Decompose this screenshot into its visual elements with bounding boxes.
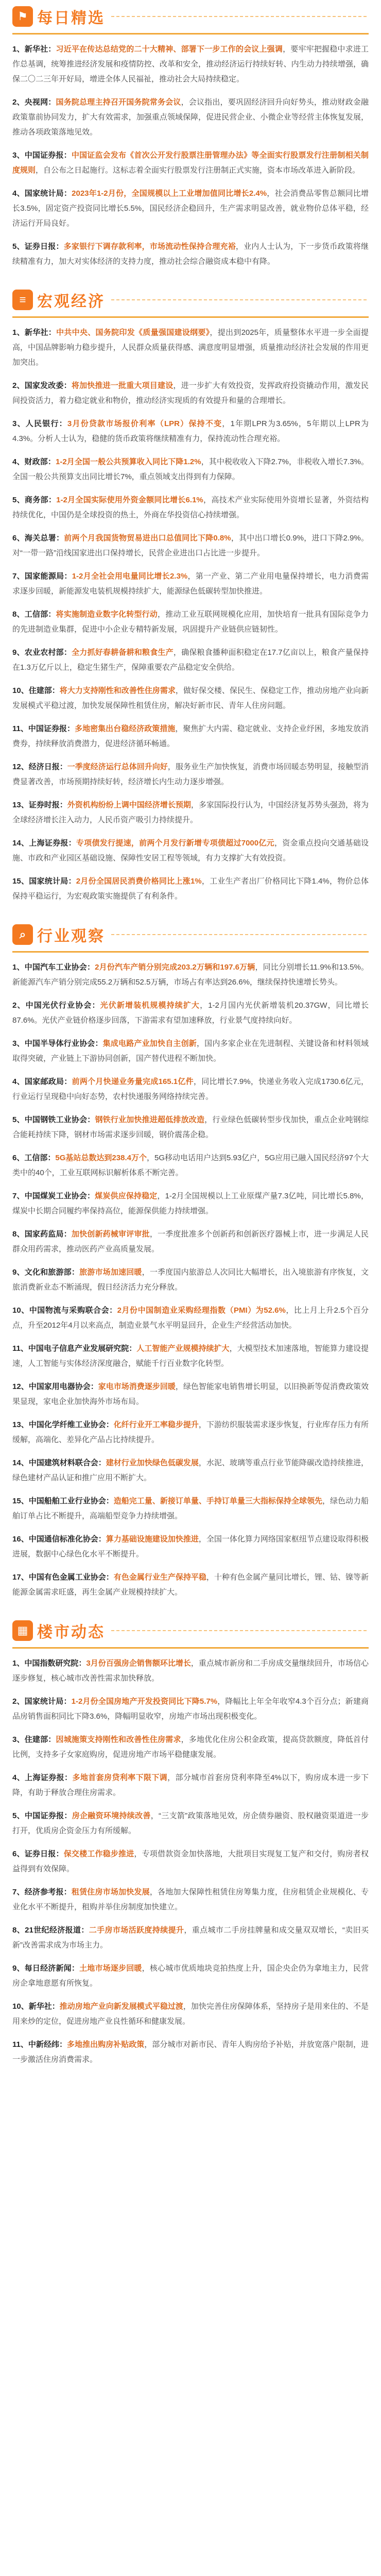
news-item-body: ，高技术产业实际使用外资增长显著，外资结构持续优化，中国仍是全球投资的热土，外商在华投资信心持续增强。 bbox=[12, 496, 369, 519]
news-item-lead: 9、农业农村部： bbox=[12, 648, 72, 657]
news-item bbox=[12, 416, 369, 446]
news-item bbox=[12, 1303, 369, 1333]
news-item-lead: 14、上海证券报： bbox=[12, 839, 76, 848]
news-item-body: ，部分城市首套房贷利率降至4%以下，购房成本进一步下降，有助于释放合理住房需求。 bbox=[12, 1773, 369, 1797]
news-item-lead: 16、中国通信标准化协会： bbox=[12, 1535, 106, 1544]
news-item-hl: 人工智能产业规模持续扩大 bbox=[136, 1344, 230, 1353]
news-item-body: ，一季度批准多个创新药和创新医疗器械上市，进一步满足人民群众用药需求，推动医药产业高质量发展。 bbox=[12, 1230, 369, 1253]
news-item-lead: 3、住建部： bbox=[12, 1735, 56, 1744]
news-item bbox=[12, 1265, 369, 1295]
news-item-lead: 6、海关总署： bbox=[12, 534, 64, 543]
news-item bbox=[12, 1846, 369, 1876]
news-item-lead: 4、国家统计局： bbox=[12, 189, 72, 198]
news-item-hl: 家电市场消费逐步回暖 bbox=[98, 1382, 176, 1391]
news-item-lead: 2、国家发改委： bbox=[12, 381, 72, 390]
news-item-body: ，工业生产者出厂价格同比下降1.4%，物价总体保持平稳运行，为宏观政策实施提供了有利条件。 bbox=[12, 877, 369, 901]
news-item bbox=[12, 683, 369, 713]
news-item-hl: 3月份百强房企销售额环比增长 bbox=[86, 1659, 191, 1668]
news-item bbox=[12, 1074, 369, 1104]
section-title: 每日精选 bbox=[37, 10, 105, 27]
news-item-lead: 6、工信部： bbox=[12, 1154, 56, 1162]
news-item-body: ，1-2月全国规模以上工业原煤产量7.3亿吨，同比增长5.8%，煤炭中长期合同履约率保持高位，能源保供能力持续增强。 bbox=[12, 1192, 369, 1215]
news-item-lead: 2、央视网： bbox=[12, 98, 56, 107]
news-item bbox=[12, 607, 369, 637]
news-item-body: ，同比分别增长11.9%和13.5%。新能源汽车产销分别完成55.2万辆和52.5万辆，市场占有率达到26.6%，继续保持快速增长势头。 bbox=[12, 963, 369, 987]
news-item-body: ，加快完善住房保障体系，坚持房子是用来住的、不是用来炒的定位，促进房地产业良性循环和健康发展。 bbox=[12, 2002, 369, 2026]
news-item-hl: 造船完工量、新接订单量、手持订单量三大指标保持全球领先 bbox=[113, 1497, 322, 1505]
news-item-lead: 7、国家能源局： bbox=[12, 572, 72, 581]
news-item-body: ，重点城市二手房挂牌量和成交量双双增长，“卖旧买新”改善需求成为市场主力。 bbox=[12, 1926, 369, 1950]
news-item-hl: 加快创新药械审评审批 bbox=[71, 1230, 150, 1239]
news-item bbox=[12, 1885, 369, 1914]
news-item-body: ，其中税收收入下降2.7%，非税收入增长7.3%。全国一般公共预算支出同比增长7%，重点领域支出得到有力保障。 bbox=[12, 457, 369, 481]
news-item-hl: 将实施制造业数字化转型行动 bbox=[56, 610, 158, 619]
news-item-hl: 多地推出购房补贴政策 bbox=[67, 2040, 145, 2049]
news-item bbox=[12, 186, 369, 231]
news-item-hl: 习近平在传达总结党的二十大精神、部署下一步工作的会议上强调 bbox=[56, 45, 283, 54]
news-item-hl: 中国证监会发布《首次公开发行股票注册管理办法》等全面实行股票发行注册制相关制度规则 bbox=[12, 151, 369, 175]
news-item-hl: 建材行业加快绿色低碳发展 bbox=[106, 1459, 199, 1467]
news-item-hl: 2月份全国居民消费价格同比上涨1% bbox=[76, 877, 202, 886]
news-item-lead: 12、中国家用电器协会： bbox=[12, 1382, 98, 1391]
news-item bbox=[12, 1417, 369, 1447]
news-item bbox=[12, 378, 369, 408]
news-item-hl: 1-2月全国实际使用外资金额同比增长6.1% bbox=[56, 496, 203, 504]
news-item-body: ，绿色智能家电销售增长明显，以旧换新等促消费政策效果显现，家电企业加快海外市场布局。 bbox=[12, 1382, 369, 1406]
news-item-body: ，做好保交楼、保民生、保稳定工作，推动房地产业向新发展模式平稳过渡，加快发展保障性租赁住房，解决好新市民、青年人住房问题。 bbox=[12, 686, 369, 710]
news-item-hl: 1-2月全社会用电量同比增长2.3% bbox=[72, 572, 188, 581]
news-item bbox=[12, 1732, 369, 1762]
news-item-body: ，确保粮食播种面积稳定在17.7亿亩以上，粮食产量保持在1.3万亿斤以上，稳定生猪生产，保障重要农产品稳定安全供给。 bbox=[12, 648, 369, 672]
news-item-body: ，十种有色金属产量同比增长，锂、钴、镍等新能源金属需求旺盛，再生金属产业规模持续扩大。 bbox=[12, 1573, 369, 1597]
news-item bbox=[12, 1961, 369, 1991]
news-item-body: ，多家国际投行认为，中国经济复苏势头强劲，将为全球经济增长注入动力，人民币资产吸引力持续提升。 bbox=[12, 801, 369, 824]
news-item-body: ，多地优化住房公积金政策，提高贷款额度，降低首付比例，支持多子女家庭购房，促进房地产市场平稳健康发展。 bbox=[12, 1735, 369, 1759]
news-item-lead: 4、财政部： bbox=[12, 457, 56, 466]
section-title: 行业观察 bbox=[37, 928, 105, 945]
news-item bbox=[12, 1341, 369, 1371]
news-item bbox=[12, 1036, 369, 1066]
news-item-body: ，1年期LPR为3.65%，5年期以上LPR为4.3%。分析人士认为，稳健的货币政策将继续精准有力，保持流动性合理充裕。 bbox=[12, 419, 369, 443]
news-item-lead: 1、中国汽车工业协会： bbox=[12, 963, 95, 972]
section-title: 楼市动态 bbox=[37, 1624, 105, 1641]
news-item-body: ，国内多家企业在先进制程、关键设备和材料领域取得突破，产业链上下游协同创新，国产替代进程不断加快。 bbox=[12, 1039, 369, 1063]
news-item-hl: 将加快推进一批重大项目建设 bbox=[71, 381, 174, 390]
news-item-lead: 8、工信部： bbox=[12, 610, 56, 619]
news-item bbox=[12, 1808, 369, 1838]
news-item-hl: 前两个月快递业务量完成165.1亿件 bbox=[72, 1077, 194, 1086]
news-item-body: ，全国一体化算力网络国家枢纽节点建设取得积极进展，数据中心绿色化水平不断提升。 bbox=[12, 1535, 369, 1558]
news-item-hl: 多地首套房贷利率下限下调 bbox=[72, 1773, 168, 1782]
news-item-lead: 10、新华社： bbox=[12, 2002, 60, 2011]
news-item-lead: 15、中国船舶工业行业协会： bbox=[12, 1497, 114, 1505]
section-header bbox=[12, 283, 369, 318]
news-item bbox=[12, 798, 369, 827]
news-item-hl: 化纤行业开工率稳步提升 bbox=[113, 1420, 199, 1429]
news-item-lead: 13、证券时报： bbox=[12, 801, 67, 809]
news-item-lead: 5、商务部： bbox=[12, 496, 57, 504]
news-item-body: ，大模型技术加速落地，智能算力建设提速，人工智能与实体经济深度融合，赋能千行百业数字化转型。 bbox=[12, 1344, 369, 1368]
chart-bar-icon: ≡ bbox=[12, 290, 33, 310]
news-item-hl: 专项债发行提速，前两个月发行新增专项债超过7000亿元 bbox=[76, 839, 274, 848]
section-divider bbox=[111, 16, 369, 17]
news-item-hl: 有色金属行业生产保持平稳 bbox=[113, 1573, 206, 1582]
news-item-hl: 钢铁行业加快推进超低排放改造 bbox=[95, 1115, 205, 1124]
news-item-hl: 3月份贷款市场报价利率（LPR）保持不变 bbox=[67, 419, 222, 428]
news-item bbox=[12, 1112, 369, 1142]
news-item-lead: 12、经济日报： bbox=[12, 762, 67, 771]
news-item-body: ，降幅比上年全年收窄4.3个百分点；新建商品房销售面积同比下降3.6%，降幅明显收窄，房地产市场出现积极变化。 bbox=[12, 1697, 369, 1721]
news-item-body: ，“三支箭”政策落地见效，房企债券融资、股权融资渠道进一步打开，优质房企资金压力有所缓解。 bbox=[12, 1811, 369, 1835]
news-item bbox=[12, 531, 369, 561]
news-item-lead: 7、经济参考报： bbox=[12, 1888, 72, 1896]
news-item-hl: 2023年1-2月份，全国规模以上工业增加值同比增长2.4% bbox=[72, 189, 267, 198]
news-item-hl: 推动房地产业向新发展模式平稳过渡 bbox=[59, 2002, 183, 2011]
section-1 bbox=[0, 0, 381, 283]
news-item-body: ，各地加大保障性租赁住房筹集力度，住房租赁企业规模化、专业化水平不断提升，租购并举住房制度加快建立。 bbox=[12, 1888, 369, 1911]
news-item-hl: 集成电路产业加快自主创新 bbox=[102, 1039, 197, 1048]
news-item bbox=[12, 759, 369, 789]
news-item-hl: 多家银行下调存款利率，市场流动性保持合理充裕 bbox=[63, 242, 236, 251]
section-divider bbox=[111, 1630, 369, 1631]
news-item bbox=[12, 569, 369, 599]
news-item-lead: 9、每日经济新闻： bbox=[12, 1964, 80, 1973]
news-item bbox=[12, 2037, 369, 2067]
news-item-hl: 旅游市场加速回暖 bbox=[79, 1268, 142, 1277]
news-item-body: ，核心城市优质地块竞拍热度上升，国企央企仍为拿地主力，民营房企拿地意愿有所恢复。 bbox=[12, 1964, 369, 1988]
news-item bbox=[12, 1494, 369, 1523]
news-item-lead: 2、国家统计局： bbox=[12, 1697, 72, 1706]
news-item-lead: 5、中国证券报： bbox=[12, 1811, 72, 1820]
news-item bbox=[12, 645, 369, 675]
section-header bbox=[12, 918, 369, 953]
news-item-hl: 5G基站总数达到238.4万个 bbox=[55, 1154, 147, 1162]
news-item-hl: 算力基础设施建设加快推进 bbox=[106, 1535, 199, 1544]
book-icon: ⚑ bbox=[12, 6, 33, 27]
news-item-body: ，聚焦扩大内需、稳定就业、支持企业纾困，多地发放消费券，持续释放消费潜力，促进经济循环畅通。 bbox=[12, 724, 369, 748]
news-item-hl: 光伏新增装机规模持续扩大 bbox=[100, 1001, 200, 1010]
news-item-lead: 1、中国指数研究院： bbox=[12, 1659, 86, 1668]
news-item-lead: 1、新华社： bbox=[12, 45, 56, 54]
news-item bbox=[12, 239, 369, 269]
news-item-body: ，推动工业互联网规模化应用，加快培育一批具有国际竞争力的先进制造业集群，促进中小企业专精特新发展，巩固提升产业链供应链韧性。 bbox=[12, 610, 369, 634]
news-item bbox=[12, 1189, 369, 1218]
news-item-body: ，重点城市新房和二手房成交量继续回升，市场信心逐步修复，核心城市改善性需求加快释放。 bbox=[12, 1659, 369, 1683]
news-item-body: ，下游纺织服装需求逐步恢复，行业库存压力有所缓解，高端化、差异化产品占比持续提升。 bbox=[12, 1420, 369, 1444]
news-item-lead: 4、上海证券报： bbox=[12, 1773, 73, 1782]
news-item-lead: 3、中国半导体行业协会： bbox=[12, 1039, 103, 1048]
news-item-body: ，会议指出，要巩固经济回升向好势头，推动财政金融政策靠前协同发力，扩大有效需求，加强重点领域保障，促进民营企业、小微企业等经营主体恢复发展，推动各项政策落地见效。 bbox=[12, 98, 369, 137]
news-item-hl: 土地市场逐步回暖 bbox=[79, 1964, 142, 1973]
news-item-body: ，5G移动电话用户达到5.93亿户，5G应用已融入国民经济97个大类中的40个，工业互联网标识解析体系不断完善。 bbox=[12, 1154, 369, 1177]
news-item-lead: 6、证券日报： bbox=[12, 1850, 64, 1858]
news-item bbox=[12, 721, 369, 751]
news-item-lead: 5、证券日报： bbox=[12, 242, 64, 251]
news-item-body: ，部分城市对新市民、青年人购房给予补贴，并放宽落户限制，进一步激活住房消费需求。 bbox=[12, 2040, 369, 2064]
news-item bbox=[12, 1455, 369, 1485]
news-item-body: ，同比增长7.9%，快递业务收入完成1730.6亿元，行业运行呈现稳中向好态势，农村快递服务网络持续完善。 bbox=[12, 1077, 369, 1101]
news-item-hl: 2月份中国制造业采购经理指数（PMI）为52.6% bbox=[117, 1306, 286, 1315]
section-2 bbox=[0, 283, 381, 918]
news-item-hl: 煤炭供应保持稳定 bbox=[95, 1192, 158, 1200]
news-item-hl: 外资机构纷纷上调中国经济增长预期 bbox=[67, 801, 191, 809]
news-item-hl: 1-2月份全国房地产开发投资同比下降5.7% bbox=[71, 1697, 218, 1706]
news-item-body: ，要牢牢把握稳中求进工作总基调，统筹推进经济发展和疫情防控、改革和安全，推动经济运行持续好转、内生动力持续增强，确保二〇二三年开好局，增进全体人民福祉，推动社会大局持续稳定。 bbox=[12, 45, 369, 83]
news-item-hl: 因城施策支持刚性和改善性住房需求 bbox=[56, 1735, 181, 1744]
news-item bbox=[12, 325, 369, 370]
section-4 bbox=[0, 1614, 381, 2081]
news-item-lead: 8、21世纪经济报道： bbox=[12, 1926, 89, 1935]
news-item-lead: 5、中国钢铁工业协会： bbox=[12, 1115, 95, 1124]
section-title: 宏观经济 bbox=[37, 293, 105, 310]
news-item-lead: 2、中国光伏行业协会： bbox=[12, 1001, 100, 1010]
news-item-body: ，第一产业、第二产业用电量保持增长，电力消费需求逐步回暖，新能源发电装机规模持续扩大，能源绿色低碳转型加快推进。 bbox=[12, 572, 369, 596]
news-item-hl: 将大力支持刚性和改善性住房需求 bbox=[59, 686, 176, 695]
news-item-lead: 8、国家药监局： bbox=[12, 1230, 72, 1239]
news-item-lead: 14、中国建筑材料联合会： bbox=[12, 1459, 106, 1467]
news-item-body: ，行业绿色低碳转型步伐加快，重点企业吨钢综合能耗持续下降，钢材市场需求逐步回暖，钢价震荡企稳。 bbox=[12, 1115, 369, 1139]
news-item-lead: 9、文化和旅游部： bbox=[12, 1268, 80, 1277]
news-item-hl: 1-2月全国一般公共预算收入同比下降1.2% bbox=[56, 457, 201, 466]
news-item bbox=[12, 493, 369, 522]
news-item bbox=[12, 836, 369, 866]
news-item-lead: 11、中国电子信息产业发展研究院： bbox=[12, 1344, 137, 1353]
news-item bbox=[12, 42, 369, 87]
news-item-hl: 2月份汽车产销分别完成203.2万辆和197.6万辆 bbox=[95, 963, 255, 972]
news-item-body: ，自公布之日起施行。这标志着全面实行股票发行注册制正式实施，资本市场改革进入新阶段。 bbox=[36, 166, 360, 175]
news-item-hl: 多地密集出台稳经济政策措施 bbox=[75, 724, 176, 733]
news-item-lead: 10、住建部： bbox=[12, 686, 60, 695]
news-item-lead: 3、人民银行： bbox=[12, 419, 67, 428]
news-item-body: ，1-2月国内光伏新增装机20.37GW，同比增长87.6%。光伏产业链价格逐步回落，下游需求有望加速释放，行业景气度持续向好。 bbox=[12, 1001, 369, 1025]
news-item-body: ，一季度国内旅游总人次同比大幅增长，出入境旅游有序恢复，文旅消费新业态不断涌现，假日经济活力充分释放。 bbox=[12, 1268, 369, 1292]
news-item bbox=[12, 454, 369, 484]
news-item-lead: 7、中国煤炭工业协会： bbox=[12, 1192, 95, 1200]
section-header bbox=[12, 1614, 369, 1649]
news-item-body: ，提出到2025年，质量整体水平进一步全面提高，中国品牌影响力稳步提升，人民群众质量获得感、满意度明显增强，质量推动经济社会发展的作用更加突出。 bbox=[12, 328, 369, 367]
news-item bbox=[12, 1770, 369, 1800]
news-item-lead: 4、国家邮政局： bbox=[12, 1077, 72, 1086]
news-item-body: ，进一步扩大有效投资，发挥政府投资撬动作用，激发民间投资活力，着力稳定就业和物价，推动经济实现质的有效提升和量的合理增长。 bbox=[12, 381, 369, 405]
building-icon: ▦ bbox=[12, 1620, 33, 1641]
news-item-lead: 1、新华社： bbox=[12, 328, 57, 337]
news-item bbox=[12, 1570, 369, 1600]
section-divider bbox=[111, 934, 369, 935]
news-item-lead: 10、中国物流与采购联合会： bbox=[12, 1306, 117, 1315]
news-item-body: ，水泥、玻璃等重点行业节能降碳改造持续推进，绿色建材产品认证和推广应用不断扩大。 bbox=[12, 1459, 369, 1482]
news-item bbox=[12, 1379, 369, 1409]
news-item-lead: 11、中国证券报： bbox=[12, 724, 75, 733]
news-item-body: ，比上月上升2.5个百分点，升至2012年4月以来高点，制造业景气水平明显回升，企业生产经营活动加快。 bbox=[12, 1306, 369, 1330]
news-item bbox=[12, 148, 369, 178]
news-item-hl: 房企融资环境持续改善 bbox=[72, 1811, 151, 1820]
news-item bbox=[12, 1999, 369, 2029]
news-item bbox=[12, 998, 369, 1028]
news-item-hl: 全力抓好春耕备耕和粮食生产 bbox=[72, 648, 174, 657]
section-header bbox=[12, 0, 369, 35]
news-item-hl: 中共中央、国务院印发《质量强国建设纲要》 bbox=[56, 328, 210, 337]
news-item bbox=[12, 95, 369, 140]
section-3 bbox=[0, 918, 381, 1614]
news-item bbox=[12, 1656, 369, 1686]
news-item bbox=[12, 960, 369, 990]
news-item-hl: 前两个月我国货物贸易进出口总值同比下降0.8% bbox=[64, 534, 231, 543]
news-item-lead: 13、中国化学纤维工业协会： bbox=[12, 1420, 114, 1429]
news-item-body: ，资金重点投向交通基础设施、市政和产业园区基础设施、保障性安居工程等领域，有力支撑扩大有效投资。 bbox=[12, 839, 369, 862]
news-item-body: ，其中出口增长0.9%，进口下降2.9%。对“一带一路”沿线国家进出口保持增长，民营企业进出口占比进一步提升。 bbox=[12, 534, 369, 557]
news-item-hl: 二手房市场活跃度持续提升 bbox=[89, 1926, 184, 1935]
news-item-hl: 保交楼工作稳步推进 bbox=[63, 1850, 134, 1858]
section-divider bbox=[111, 299, 369, 300]
news-item-lead: 17、中国有色金属工业协会： bbox=[12, 1573, 114, 1582]
news-item-hl: 租赁住房市场加快发展 bbox=[71, 1888, 150, 1896]
news-item bbox=[12, 1150, 369, 1180]
news-item-lead: 15、国家统计局： bbox=[12, 877, 76, 886]
news-item-body: ，专项借款资金加快落地，大批项目实现复工复产和交付，购房者权益得到有效保障。 bbox=[12, 1850, 369, 1873]
news-item-hl: 一季度经济运行总体回升向好 bbox=[67, 762, 168, 771]
news-item bbox=[12, 1923, 369, 1953]
news-item-body: ，服务业生产加快恢复，消费市场回暖态势明显，接触型消费显著改善，市场预期持续好转，经济增长内生动力逐步增强。 bbox=[12, 762, 369, 786]
news-item-hl: 国务院总理主持召开国务院常务会议 bbox=[56, 98, 181, 107]
news-item-body: ，业内人士认为，下一步货币政策将继续精准有力，加大对实体经济的支持力度，推动社会综合融资成本稳中有降。 bbox=[12, 242, 369, 266]
search-icon: ⌕ bbox=[12, 924, 33, 945]
news-item-lead: 3、中国证券报： bbox=[12, 151, 72, 160]
news-item-body: ，社会消费品零售总额同比增长3.5%，固定资产投资同比增长5.5%，国民经济企稳回升，生产需求明显改善，就业物价总体平稳，经济运行开局良好。 bbox=[12, 189, 369, 228]
news-item bbox=[12, 874, 369, 904]
news-item bbox=[12, 1694, 369, 1724]
news-item bbox=[12, 1227, 369, 1257]
news-item-body: ，绿色动力船舶订单占比不断提升，高端船型竞争力持续增强。 bbox=[12, 1497, 369, 1520]
news-item-lead: 11、中新经纬： bbox=[12, 2040, 67, 2049]
news-item bbox=[12, 1532, 369, 1562]
